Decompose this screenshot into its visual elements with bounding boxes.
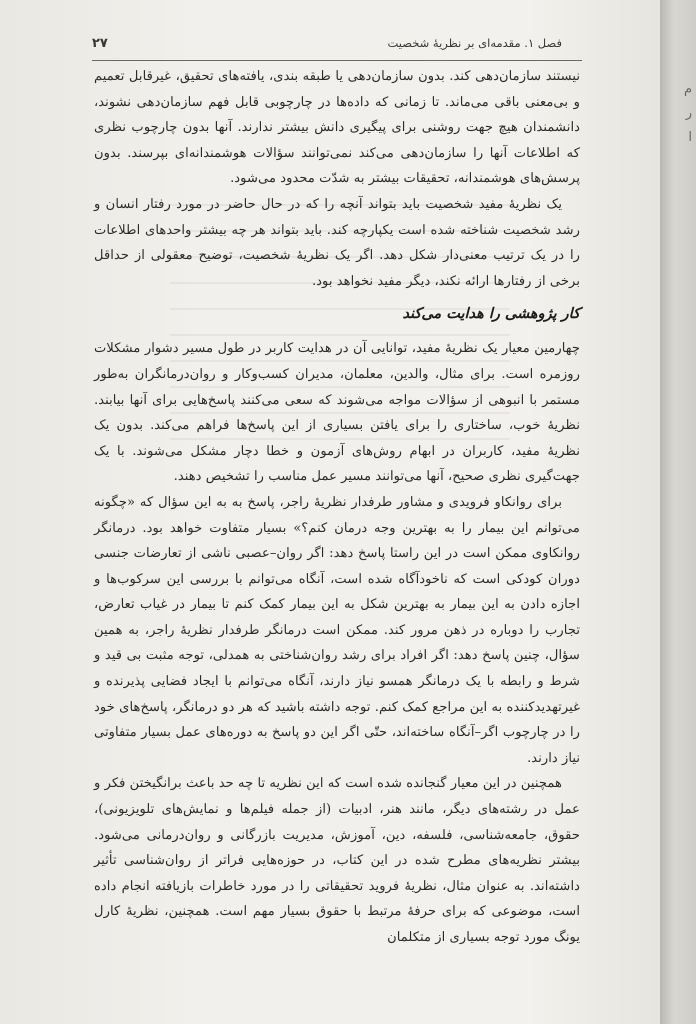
paragraph-4: برای روانکاو فرویدی و مشاور طرفدار نظریهٔ راجر، پاسخ به به این سؤال که «چگونه می‌توانم این بیمار را به بهترین وجه درمان کنم؟» بسیار متفاوت خواهد بود. درمانگر روانکاوی ممکن است در این راستا پاسخ دهد: اگر روان–عصبی ناشی از تعارضات جنسی دوران کودکی است که ناخودآگاه شده است، آنگاه می‌توانم با بررسی این سرکوب‌ها و اجازه دادن به این بیمار به بهترین شکل به این بیمار کمک کنم تا بیمار در غیاب تعارض، تجارب را دوباره در ذهن مرور کند. ممکن است درمانگر طرفدار نظریهٔ راجر، به همین سؤال، چنین پاسخ دهد: اگر افراد برای رشد روان‌شناختی به همدلی، توجه مثبت بی قید و شرط و رابطه با یک درمانگر همسو نیاز دارند، آنگاه می‌توانم با ایجاد فضایی پذیرنده و غیرتهدیدکننده به این مراجع کمک کنم. توجه داشته باشید که هر دو درمانگر، پاسخ‌های خود را در چارچوب اگر–آنگاه ساخته‌اند، حتّی اگر این دو پاسخ به دوره‌های عمل بسیار متفاوتی نیاز دارند. — [94, 494, 580, 766]
header-rule — [92, 60, 582, 61]
paragraph-2: یک نظریهٔ مفید شخصیت باید بتواند آنچه را که در حال حاضر در مورد رفتار انسان و رشد شخصیت شناخته شده است یکپارچه کند. باید بتواند هر چه بیشتر واحدهای اطلاعات را در یک ترتیب معنی‌دار شکل دهد. اگر یک نظریهٔ شخصیت، توضیح معقولی از حداقل برخی از رفتارها ارائه نکند، دیگر مفید نخواهد بود. — [94, 196, 580, 289]
facing-page-edge — [660, 0, 696, 1024]
paragraph-1: نیستند سازمان‌دهی کند. بدون سازمان‌دهی یا طبقه بندی، یافته‌های تحقیق، غیرقابل تعمیم و بی‌معنی باقی می‌ماند. تا زمانی که داده‌ها در چارچوبی قابل فهم سازمان‌دهی نشوند، دانشمندان هیچ جهت روشنی برای پیگیری دانش بیشتر ندارند. آنها بدون چارچوب نظری که اطلاعات آنها را سازمان‌دهی می‌کند نمی‌توانند سؤالات هوشمندانه‌ای بپرسند. بدون پرسش‌های هوشمندانه، تحقیقات بیشتر به شدّت محدود می‌شود. — [94, 69, 580, 187]
gutter-glyph: ا — [688, 130, 692, 145]
section-heading: کار پژوهشی را هدایت می‌کند — [402, 306, 580, 323]
page-number: ۲۷ — [92, 36, 108, 51]
paragraph-3: چهارمین معیار یک نظریهٔ مفید، توانایی آن در هدایت کاربر در طول مسیر دشوار مشکلات روزمره است. برای مثال، والدین، معلمان، مدیران کسب‌وکار و روان‌درمانگران به‌طور مستمر با انبوهی از سؤالات مواجه می‌شوند که سعی می‌کنند پاسخ‌هایی برای آنها بیابند. نظریهٔ خوب، ساختاری را برای یافتن بسیاری از این پاسخ‌ها فراهم می‌کند. بدون یک نظریهٔ مفید، کاربران در ابهام روش‌های آزمون و خطا دچار مشکل می‌شوند. با یک جهت‌گیری نظری صحیح، آنها می‌توانند مسیر عمل مناسب را تشخیص دهند. — [94, 341, 580, 485]
chapter-title: فصل ۱. مقدمه‌ای بر نظریهٔ شخصیت — [387, 36, 562, 50]
gutter-glyph: ر — [685, 106, 692, 121]
paragraph-5: همچنین در این معیار گنجانده شده است که این نظریه تا چه حد باعث برانگیختن فکر و عمل در رشته‌های دیگر، مانند هنر، ادبیات (از جمله فیلم‌ها و نمایش‌های تلویزیونی)، حقوق، جامعه‌شناسی، فلسفه، دین، آموزش، مدیریت بازرگانی و روان‌درمانی می‌شود. بیشتر نظریه‌های مطرح شده در این کتاب، در حوزه‌هایی فراتر از روان‌شناسی تأثیر داشته‌اند. به عنوان مثال، نظریهٔ فروید تحقیقاتی را در مورد خاطرات بازیافته انجام داده است، موضوعی که برای حرفهٔ مرتبط با حقوق بسیار مهم است. همچنین، نظریهٔ کارل یونگ مورد توجه بسیاری از متکلمان — [94, 776, 580, 945]
body-text — [94, 64, 580, 951]
running-header — [92, 36, 562, 51]
gutter-glyph: م — [683, 82, 692, 97]
